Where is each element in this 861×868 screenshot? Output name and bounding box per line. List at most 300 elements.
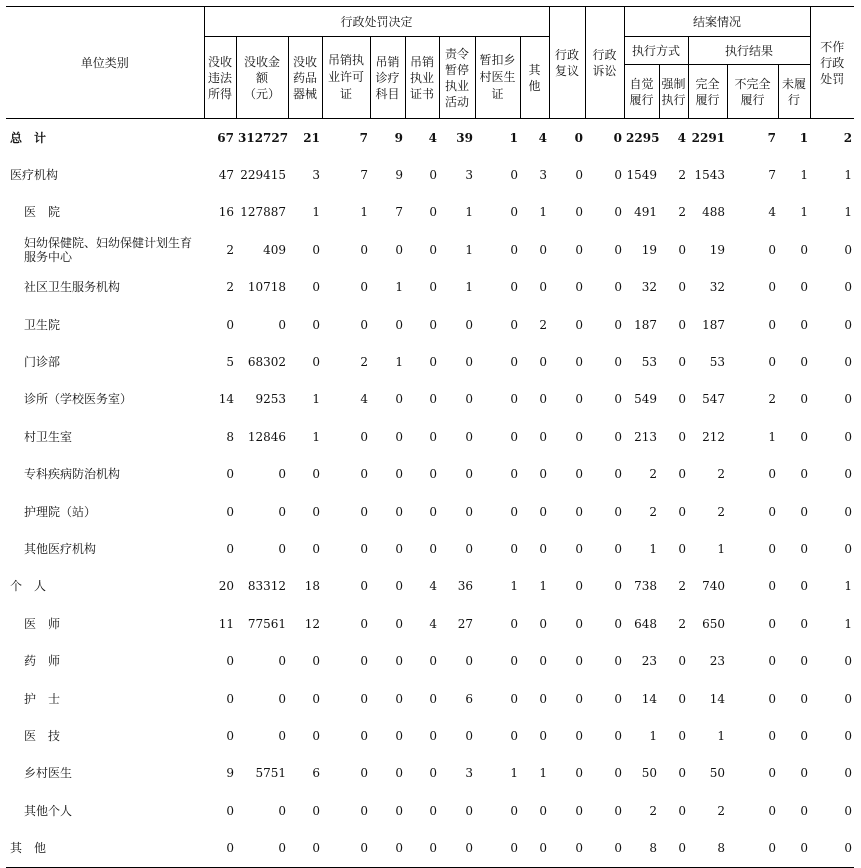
penalty-col-header: 没收金额（元） bbox=[236, 37, 288, 119]
table-cell: 1 bbox=[539, 205, 548, 220]
table-cell: 0 bbox=[614, 616, 623, 631]
table-cell: 7 bbox=[767, 130, 777, 145]
table-cell: 409 bbox=[263, 242, 286, 257]
table-cell: 47 bbox=[218, 168, 234, 183]
table-cell: 0 bbox=[800, 355, 809, 370]
table-cell: 1543 bbox=[694, 168, 726, 183]
table-cell: 0 bbox=[575, 803, 584, 818]
table-cell: 0 bbox=[465, 429, 473, 444]
table-cell: 1 bbox=[510, 766, 518, 781]
table-cell: 0 bbox=[395, 467, 403, 482]
table-cell: 21 bbox=[303, 130, 320, 145]
admin-review-header: 行政复议 bbox=[549, 7, 585, 119]
table-cell: 229415 bbox=[240, 168, 286, 183]
table-row bbox=[6, 530, 854, 567]
table-cell: 1 bbox=[800, 205, 809, 220]
row-label: 总 计 bbox=[10, 130, 47, 145]
table-cell: 0 bbox=[429, 205, 437, 220]
table-row bbox=[6, 418, 854, 455]
table-cell: 0 bbox=[429, 317, 437, 332]
table-cell: 738 bbox=[634, 579, 658, 594]
table-cell: 0 bbox=[539, 691, 548, 706]
table-cell: 2 bbox=[768, 392, 777, 407]
table-cell: 0 bbox=[678, 766, 687, 781]
table-cell: 0 bbox=[395, 616, 403, 631]
table-cell: 187 bbox=[702, 317, 726, 332]
table-cell: 0 bbox=[278, 467, 286, 482]
table-cell: 0 bbox=[395, 728, 403, 743]
table-cell: 0 bbox=[510, 168, 518, 183]
table-cell: 0 bbox=[575, 355, 584, 370]
table-row bbox=[6, 119, 854, 157]
no-penalty-header: 不作行政处罚 bbox=[810, 7, 854, 119]
table-cell: 0 bbox=[844, 766, 853, 781]
table-cell: 0 bbox=[465, 654, 473, 669]
table-cell: 0 bbox=[800, 579, 809, 594]
table-row bbox=[6, 642, 854, 679]
row-label: 护 士 bbox=[24, 691, 61, 706]
table-cell: 1 bbox=[539, 579, 548, 594]
table-cell: 0 bbox=[678, 691, 687, 706]
table-cell: 1 bbox=[844, 616, 853, 631]
table-row bbox=[6, 306, 854, 343]
table-cell: 0 bbox=[465, 317, 473, 332]
table-cell: 0 bbox=[360, 691, 368, 706]
table-cell: 0 bbox=[613, 130, 623, 145]
table-cell: 0 bbox=[678, 467, 687, 482]
table-cell: 0 bbox=[800, 392, 809, 407]
table-cell: 83312 bbox=[247, 579, 286, 594]
table-cell: 0 bbox=[395, 541, 403, 556]
table-cell: 488 bbox=[702, 205, 726, 220]
table-cell: 0 bbox=[510, 541, 518, 556]
table-cell: 0 bbox=[278, 803, 286, 818]
table-cell: 14 bbox=[709, 691, 726, 706]
table-cell: 0 bbox=[614, 803, 623, 818]
table-cell: 0 bbox=[585, 829, 624, 867]
table-cell: 3 bbox=[465, 766, 473, 781]
table-cell: 549 bbox=[634, 392, 658, 407]
table-cell: 0 bbox=[539, 280, 548, 295]
table-cell: 4 bbox=[429, 579, 437, 594]
table-cell: 1 bbox=[312, 429, 320, 444]
table-cell: 740 bbox=[702, 579, 726, 594]
exec-result-col-header: 不完全履行 bbox=[727, 65, 778, 119]
table-cell: 7 bbox=[360, 168, 368, 183]
table-cell: 5751 bbox=[255, 766, 286, 781]
table-cell: 2 bbox=[678, 616, 687, 631]
table-cell: 0 bbox=[614, 355, 623, 370]
table-row bbox=[6, 456, 854, 493]
table-cell: 1 bbox=[649, 541, 658, 556]
table-cell: 3 bbox=[312, 168, 320, 183]
row-label: 医 院 bbox=[24, 205, 61, 220]
table-cell: 0 bbox=[312, 691, 320, 706]
table-cell: 2 bbox=[649, 467, 658, 482]
table-cell: 0 bbox=[678, 654, 687, 669]
table-cell: 0 bbox=[395, 317, 403, 332]
row-label: 医 技 bbox=[24, 728, 61, 743]
table-cell: 16 bbox=[218, 205, 234, 220]
exec-method-col-header: 强制执行 bbox=[659, 65, 688, 119]
row-label: 药 师 bbox=[24, 654, 61, 669]
row-label: 个 人 bbox=[10, 579, 47, 594]
table-cell: 0 bbox=[312, 317, 320, 332]
table-cell: 0 bbox=[465, 728, 473, 743]
table-cell: 53 bbox=[641, 355, 658, 370]
table-cell: 0 bbox=[429, 654, 437, 669]
penalty-col-header: 吊销执业许可证 bbox=[322, 37, 370, 119]
table-cell: 0 bbox=[465, 355, 473, 370]
table-cell: 1 bbox=[312, 205, 320, 220]
table-cell: 1 bbox=[717, 541, 726, 556]
table-cell: 0 bbox=[800, 541, 809, 556]
table-cell: 0 bbox=[768, 579, 777, 594]
table-cell: 0 bbox=[360, 541, 368, 556]
exec-method-header: 执行方式 bbox=[624, 37, 688, 65]
table-cell: 0 bbox=[614, 504, 623, 519]
table-cell: 648 bbox=[634, 616, 658, 631]
table-cell: 0 bbox=[395, 691, 403, 706]
table-cell: 32 bbox=[641, 280, 658, 295]
table-cell: 1 bbox=[539, 766, 548, 781]
unit-type-header: 单位类别 bbox=[6, 7, 204, 119]
table-cell: 0 bbox=[844, 317, 853, 332]
row-label: 医 师 bbox=[24, 616, 61, 631]
table-cell: 4 bbox=[360, 392, 368, 407]
table-cell: 67 bbox=[217, 130, 234, 145]
table-cell: 0 bbox=[510, 355, 518, 370]
table-cell: 2 bbox=[649, 803, 658, 818]
table-cell: 39 bbox=[456, 130, 473, 145]
table-row bbox=[6, 156, 854, 193]
table-cell: 0 bbox=[395, 803, 403, 818]
table-cell: 2295 bbox=[626, 130, 660, 145]
table-cell: 0 bbox=[465, 467, 473, 482]
table-cell: 0 bbox=[510, 728, 518, 743]
table-cell: 0 bbox=[360, 504, 368, 519]
table-cell: 0 bbox=[614, 541, 623, 556]
table-cell: 0 bbox=[575, 317, 584, 332]
table-cell: 0 bbox=[360, 429, 368, 444]
table-cell: 1 bbox=[312, 392, 320, 407]
table-cell: 9253 bbox=[255, 392, 286, 407]
table-cell: 491 bbox=[634, 205, 658, 220]
table-cell: 0 bbox=[768, 467, 777, 482]
table-cell: 50 bbox=[641, 766, 658, 781]
table-cell: 0 bbox=[614, 280, 623, 295]
table-cell: 0 bbox=[312, 803, 320, 818]
table-cell: 53 bbox=[709, 355, 726, 370]
row-label: 妇幼保健院、妇幼保健计划生育服务中心 bbox=[24, 235, 193, 264]
table-cell: 0 bbox=[278, 541, 286, 556]
table-cell: 0 bbox=[575, 654, 584, 669]
table-cell: 36 bbox=[457, 579, 473, 594]
table-row bbox=[6, 680, 854, 717]
table-cell: 0 bbox=[768, 504, 777, 519]
row-label: 门诊部 bbox=[24, 355, 61, 370]
row-label: 村卫生室 bbox=[24, 429, 73, 444]
table-cell: 0 bbox=[510, 803, 518, 818]
table-cell: 0 bbox=[844, 429, 853, 444]
table-cell: 0 bbox=[360, 280, 368, 295]
table-cell: 0 bbox=[395, 429, 403, 444]
table-cell: 7 bbox=[359, 130, 368, 145]
table-cell: 127887 bbox=[240, 205, 286, 220]
table-cell: 0 bbox=[575, 541, 584, 556]
table-cell: 213 bbox=[634, 429, 658, 444]
table-body bbox=[6, 119, 854, 868]
table-row bbox=[6, 269, 854, 306]
table-cell: 2 bbox=[226, 242, 234, 257]
closure-group-header: 结案情况 bbox=[624, 7, 810, 37]
table-cell: 0 bbox=[575, 504, 584, 519]
table-cell: 1 bbox=[465, 205, 473, 220]
table-cell: 0 bbox=[844, 242, 853, 257]
table-row bbox=[6, 829, 854, 867]
table-cell: 0 bbox=[360, 803, 368, 818]
table-cell: 2 bbox=[678, 168, 687, 183]
table-cell: 0 bbox=[575, 242, 584, 257]
table-cell: 18 bbox=[304, 579, 320, 594]
exec-method-col-header: 自觉履行 bbox=[624, 65, 659, 119]
table-cell: 6 bbox=[465, 691, 473, 706]
table-cell: 0 bbox=[465, 392, 473, 407]
table-cell: 0 bbox=[678, 242, 687, 257]
table-cell: 0 bbox=[360, 616, 368, 631]
table-row bbox=[6, 792, 854, 829]
table-cell: 0 bbox=[278, 691, 286, 706]
table-cell: 0 bbox=[844, 728, 853, 743]
table-cell: 0 bbox=[659, 829, 688, 867]
table-cell: 0 bbox=[614, 392, 623, 407]
table-cell: 0 bbox=[539, 242, 548, 257]
table-cell: 7 bbox=[768, 168, 777, 183]
table-cell: 0 bbox=[429, 803, 437, 818]
row-label: 乡村医生 bbox=[24, 766, 73, 781]
table-cell: 0 bbox=[226, 691, 234, 706]
table-cell: 20 bbox=[218, 579, 234, 594]
table-cell: 1 bbox=[844, 579, 853, 594]
table-cell: 0 bbox=[844, 691, 853, 706]
table-cell: 8 bbox=[688, 829, 727, 867]
table-cell: 8 bbox=[624, 829, 659, 867]
table-cell: 0 bbox=[510, 467, 518, 482]
row-label: 其 他 bbox=[6, 829, 204, 867]
table-cell: 0 bbox=[429, 280, 437, 295]
table-cell: 0 bbox=[429, 355, 437, 370]
table-cell: 0 bbox=[800, 766, 809, 781]
table-cell: 0 bbox=[539, 429, 548, 444]
table-cell: 0 bbox=[614, 766, 623, 781]
table-cell: 0 bbox=[226, 467, 234, 482]
table-cell: 14 bbox=[218, 392, 234, 407]
table-cell: 0 bbox=[510, 280, 518, 295]
table-cell: 2 bbox=[360, 355, 368, 370]
table-cell: 0 bbox=[844, 803, 853, 818]
table-cell: 1 bbox=[844, 168, 853, 183]
table-cell: 0 bbox=[844, 392, 853, 407]
table-cell: 0 bbox=[312, 355, 320, 370]
table-cell: 0 bbox=[614, 317, 623, 332]
table-cell: 0 bbox=[312, 654, 320, 669]
exec-result-col-header: 未履行 bbox=[778, 65, 810, 119]
table-cell: 0 bbox=[575, 429, 584, 444]
table-cell: 2 bbox=[717, 803, 726, 818]
penalty-col-header: 吊销诊疗科目 bbox=[370, 37, 405, 119]
table-cell: 12 bbox=[304, 616, 320, 631]
table-cell: 0 bbox=[226, 317, 234, 332]
table-cell: 0 bbox=[439, 829, 475, 867]
table-cell: 1 bbox=[844, 205, 853, 220]
table-cell: 0 bbox=[429, 242, 437, 257]
table-cell: 0 bbox=[539, 654, 548, 669]
exec-result-header: 执行结果 bbox=[688, 37, 810, 65]
table-cell: 0 bbox=[800, 467, 809, 482]
table-cell: 0 bbox=[575, 467, 584, 482]
table-cell: 0 bbox=[678, 541, 687, 556]
row-label: 卫生院 bbox=[24, 317, 61, 332]
table-cell: 0 bbox=[226, 504, 234, 519]
table-cell: 4 bbox=[768, 205, 777, 220]
table-cell: 4 bbox=[428, 130, 437, 145]
row-label: 社区卫生服务机构 bbox=[24, 280, 121, 295]
table-cell: 212 bbox=[702, 429, 726, 444]
table-cell: 0 bbox=[678, 392, 687, 407]
penalty-col-header: 没收药品器械 bbox=[288, 37, 322, 119]
table-cell: 7 bbox=[395, 205, 403, 220]
table-cell: 9 bbox=[394, 130, 403, 145]
table-cell: 0 bbox=[575, 766, 584, 781]
table-cell: 0 bbox=[360, 467, 368, 482]
table-row bbox=[6, 493, 854, 530]
table-cell: 0 bbox=[288, 829, 322, 867]
table-cell: 0 bbox=[475, 829, 520, 867]
table-cell: 0 bbox=[575, 579, 584, 594]
row-label: 护理院（站） bbox=[24, 504, 97, 519]
table-cell: 0 bbox=[575, 280, 584, 295]
table-cell: 0 bbox=[768, 355, 777, 370]
table-cell: 68302 bbox=[247, 355, 286, 370]
table-cell: 0 bbox=[226, 541, 234, 556]
table-cell: 0 bbox=[844, 280, 853, 295]
table-cell: 0 bbox=[768, 803, 777, 818]
table-cell: 23 bbox=[709, 654, 726, 669]
table-row bbox=[6, 568, 854, 605]
table-cell: 0 bbox=[278, 317, 286, 332]
table-cell: 50 bbox=[709, 766, 726, 781]
table-cell: 0 bbox=[395, 579, 403, 594]
table-cell: 0 bbox=[678, 803, 687, 818]
table-cell: 0 bbox=[574, 130, 584, 145]
table-cell: 27 bbox=[457, 616, 473, 631]
table-cell: 0 bbox=[510, 616, 518, 631]
table-cell: 0 bbox=[844, 541, 853, 556]
table-cell: 0 bbox=[465, 803, 473, 818]
table-cell: 0 bbox=[844, 504, 853, 519]
table-cell: 0 bbox=[575, 616, 584, 631]
table-cell: 0 bbox=[539, 504, 548, 519]
table-cell: 0 bbox=[429, 541, 437, 556]
table-cell: 0 bbox=[465, 504, 473, 519]
table-cell: 0 bbox=[800, 280, 809, 295]
table-row bbox=[6, 605, 854, 642]
table-cell: 0 bbox=[678, 429, 687, 444]
table-cell: 0 bbox=[360, 728, 368, 743]
table-cell: 0 bbox=[539, 616, 548, 631]
table-cell: 0 bbox=[575, 168, 584, 183]
table-cell: 0 bbox=[539, 541, 548, 556]
table-cell: 2291 bbox=[691, 130, 726, 145]
penalty-col-header: 没收违法所得 bbox=[204, 37, 236, 119]
table-cell: 0 bbox=[844, 467, 853, 482]
table-cell: 0 bbox=[322, 829, 370, 867]
table-cell: 0 bbox=[236, 829, 288, 867]
table-cell: 1 bbox=[465, 242, 473, 257]
table-cell: 1 bbox=[509, 130, 518, 145]
row-label: 专科疾病防治机构 bbox=[24, 467, 121, 482]
penalty-col-header: 吊销执业证书 bbox=[405, 37, 439, 119]
table-cell: 10718 bbox=[247, 280, 286, 295]
table-row bbox=[6, 755, 854, 792]
row-label: 其他医疗机构 bbox=[24, 541, 97, 556]
table-row bbox=[6, 194, 854, 231]
table-cell: 0 bbox=[360, 242, 368, 257]
table-cell: 0 bbox=[429, 429, 437, 444]
table-cell: 0 bbox=[510, 429, 518, 444]
table-header bbox=[6, 7, 854, 119]
table-cell: 0 bbox=[395, 654, 403, 669]
table-cell: 0 bbox=[800, 504, 809, 519]
table-cell: 0 bbox=[429, 467, 437, 482]
table-cell: 0 bbox=[395, 392, 403, 407]
table-cell: 0 bbox=[395, 242, 403, 257]
table-cell: 0 bbox=[549, 829, 585, 867]
table-cell: 0 bbox=[768, 242, 777, 257]
table-cell: 0 bbox=[800, 803, 809, 818]
table-cell: 0 bbox=[800, 728, 809, 743]
penalty-group-header: 行政处罚决定 bbox=[204, 7, 549, 37]
table-cell: 0 bbox=[678, 355, 687, 370]
exec-result-col-header: 完全履行 bbox=[688, 65, 727, 119]
table-cell: 0 bbox=[510, 392, 518, 407]
table-cell: 0 bbox=[539, 467, 548, 482]
table-cell: 0 bbox=[614, 654, 623, 669]
table-cell: 9 bbox=[395, 168, 403, 183]
table-cell: 0 bbox=[768, 541, 777, 556]
table-cell: 0 bbox=[278, 728, 286, 743]
table-cell: 0 bbox=[539, 392, 548, 407]
table-cell: 0 bbox=[678, 504, 687, 519]
table-cell: 0 bbox=[614, 242, 623, 257]
table-cell: 0 bbox=[768, 616, 777, 631]
table-cell: 6 bbox=[312, 766, 320, 781]
penalty-col-header: 责令暂停执业活动 bbox=[439, 37, 475, 119]
table-cell: 0 bbox=[800, 654, 809, 669]
table-cell: 0 bbox=[778, 829, 810, 867]
table-cell: 0 bbox=[614, 429, 623, 444]
table-cell: 0 bbox=[800, 616, 809, 631]
table-cell: 0 bbox=[800, 691, 809, 706]
table-row bbox=[6, 381, 854, 418]
table-cell: 0 bbox=[768, 317, 777, 332]
table-cell: 1 bbox=[649, 728, 658, 743]
table-cell: 0 bbox=[614, 205, 623, 220]
row-label: 医疗机构 bbox=[10, 168, 59, 183]
table-cell: 0 bbox=[539, 355, 548, 370]
table-cell: 1 bbox=[717, 728, 726, 743]
table-cell: 0 bbox=[312, 728, 320, 743]
